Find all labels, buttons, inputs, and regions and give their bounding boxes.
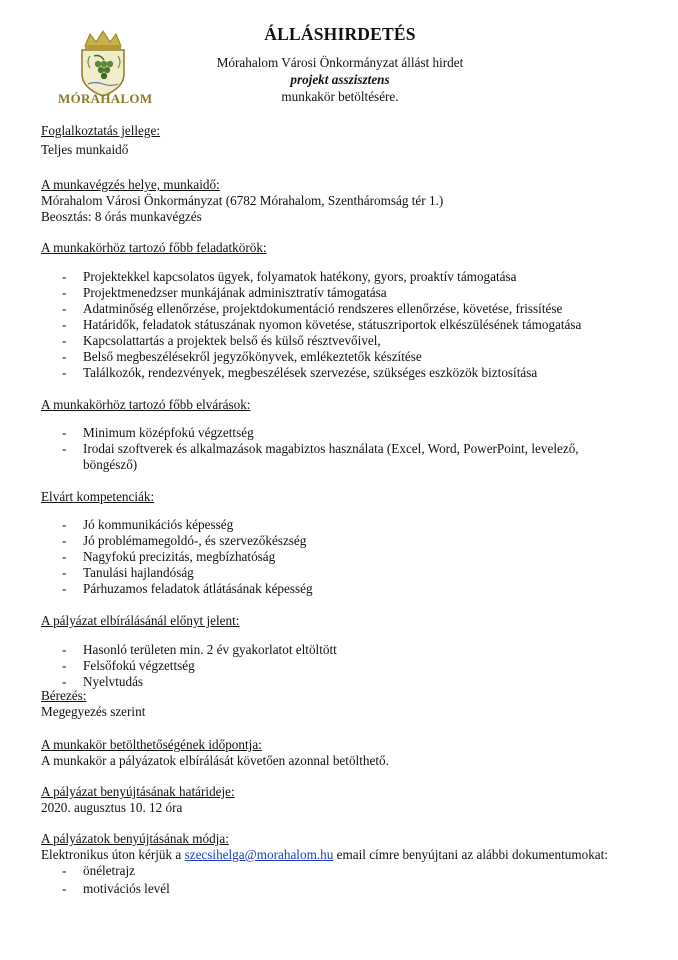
list-dash: -: [62, 863, 67, 878]
header-line-3: munkakör betöltésére.: [281, 89, 399, 104]
start-heading: A munkakör betölthetőségének időpontja:: [41, 737, 262, 752]
salary-value: Megegyezés szerint: [41, 704, 146, 719]
list-item-text: böngésző): [83, 457, 138, 472]
list-item-text: Jó kommunikációs képesség: [83, 517, 234, 532]
list-item-text: Hasonló területen min. 2 év gyakorlatot eltöltött: [83, 642, 337, 657]
list-item-text: Belső megbeszélésekről jegyzőkönyvek, emlékeztetők készítése: [83, 349, 422, 364]
salary-heading: Bérezés:: [41, 688, 87, 703]
list-item-text: Tanulási hajlandóság: [83, 565, 194, 580]
list-dash: -: [62, 269, 67, 284]
list-item-text: Nagyfokú precizitás, megbízhatóság: [83, 549, 276, 564]
header-line-1: Mórahalom Városi Önkormányzat állást hirdet: [216, 55, 464, 70]
list-item-text: Projektmenedzser munkájának adminisztratív támogatása: [83, 285, 387, 300]
list-item-text: Irodai szoftverek és alkalmazások magabiztos használata (Excel, Word, PowerPoint, levelező,: [83, 441, 579, 456]
list-dash: -: [62, 285, 67, 300]
list-dash: -: [62, 565, 67, 580]
list-dash: -: [62, 517, 67, 532]
submission-text-after: email címre benyújtani az alábbi dokumentumokat:: [333, 847, 608, 862]
list-dash: -: [62, 881, 67, 896]
list-item-text: Adatminőség ellenőrzése, projektdokumentáció rendszeres ellenőrzése, követése, frissítése: [83, 301, 563, 316]
competencies-heading: Elvárt kompetenciák:: [41, 489, 155, 504]
list-dash: -: [62, 425, 67, 440]
list-item-text: Projektekkel kapcsolatos ügyek, folyamatok hatékony, gyors, proaktív támogatása: [83, 269, 517, 284]
list-item-text: Találkozók, rendezvények, megbeszélések szervezése, szükséges eszközök biztosítása: [83, 365, 538, 380]
deadline-heading: A pályázat benyújtásának határideje:: [41, 784, 235, 799]
duties-heading: A munkakörhöz tartozó főbb feladatkörök:: [41, 240, 267, 255]
list-item-text: motivációs levél: [83, 881, 170, 896]
logo-wordmark: MÓRAHALOM: [58, 91, 153, 106]
list-item-text: Határidők, feladatok státuszának nyomon követése, státuszriportok elkészülésének támogatása: [83, 317, 582, 332]
list-dash: -: [62, 333, 67, 348]
employment-value: Teljes munkaidő: [41, 142, 129, 157]
list-item-text: Felsőfokú végzettség: [83, 658, 195, 673]
email-link[interactable]: szecsihelga@morahalom.hu: [184, 847, 334, 862]
list-dash: -: [62, 301, 67, 316]
list-item-text: Jó problémamegoldó-, és szervezőkészség: [83, 533, 307, 548]
list-dash: -: [62, 674, 67, 689]
requirements-heading: A munkakörhöz tartozó főbb elvárások:: [41, 397, 251, 412]
list-item-text: önéletrajz: [83, 863, 135, 878]
list-dash: -: [62, 349, 67, 364]
employment-heading: Foglalkoztatás jellege:: [41, 123, 161, 138]
list-dash: -: [62, 549, 67, 564]
list-item-text: Minimum középfokú végzettség: [83, 425, 254, 440]
start-value: A munkakör a pályázatok elbírálását követően azonnal betölthető.: [41, 753, 389, 768]
list-dash: -: [62, 365, 67, 380]
deadline-value: 2020. augusztus 10. 12 óra: [41, 800, 183, 815]
advantages-heading: A pályázat elbírálásánál előnyt jelent:: [41, 613, 240, 628]
list-dash: -: [62, 581, 67, 596]
list-dash: -: [62, 642, 67, 657]
list-item-text: Párhuzamos feladatok átlátásának képesség: [83, 581, 313, 596]
submission-text: [41, 847, 608, 863]
list-dash: -: [62, 441, 67, 456]
location-heading: A munkavégzés helye, munkaidő:: [41, 177, 220, 192]
list-item-text: Kapcsolattartás a projektek belső és külső résztvevőivel,: [83, 333, 381, 348]
location-line-1: Mórahalom Városi Önkormányzat (6782 Mórahalom, Szentháromság tér 1.): [41, 193, 444, 208]
list-item-text: Nyelvtudás: [83, 674, 144, 689]
submission-text-before: Elektronikus úton kérjük a: [41, 847, 185, 862]
submission-heading: A pályázatok benyújtásának módja:: [41, 831, 229, 846]
list-dash: -: [62, 317, 67, 332]
list-dash: -: [62, 658, 67, 673]
list-dash: -: [62, 533, 67, 548]
position-name: projekt asszisztens: [290, 72, 390, 87]
location-line-2: Beosztás: 8 órás munkavégzés: [41, 209, 202, 224]
page-title: ÁLLÁSHIRDETÉS: [264, 24, 416, 44]
